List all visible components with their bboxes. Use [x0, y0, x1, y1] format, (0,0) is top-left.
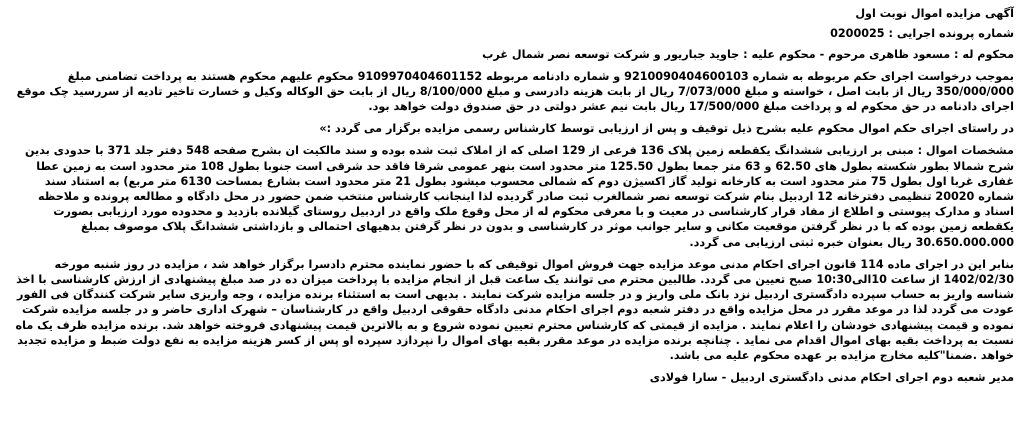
- file-number: شماره پرونده اجرایی : 0200025: [830, 27, 1014, 41]
- parties-line: محکوم له : مسعود ظاهری مرحوم - محکوم علیه : جاوید جباریور و شرکت توسعه نصر شمال غرب: [482, 48, 1014, 62]
- signature-line: مدیر شعبه دوم اجرای احکام مدنی دادگستری اردبیل - سارا فولادی: [649, 371, 1014, 385]
- auction-terms-paragraph: بنابر این در اجرای ماده 114 قانون اجرای احکام مدنی موعد مزایده جهت فروش اموال توقیفی که با حضور نماینده محترم دادسرا برگزار خواهد شد ، مزایده در روز شنبه مورخه 1402/02/30 از ساعت 10الی10:30 صبح تعیین می گردد. طالبین محترم می توانند یک ساعت قبل از انجام مزایده با پرداخت میزان ده در صد مبلغ پیشنهادی از ارزش کارشناسی با اخذ شناسه واریز به حساب سپرده دادگستری اردبیل نزد بانک ملی واریز و در جلسه مزایده شرکت نمایند . بدیهی است به استثناء برنده مزایده ، وجه واریزی سایر شرکت کنندگان فی الفور عودت می گردد لذا در موعد مقرر در محل مزایده واقع در دفتر شعبه دوم اجرای احکام مدنی دادگاه حقوقی اردبیل واقع در کارشناسان – شهرک اداری حاضر و در جلسه مزایده شرکت نموده و قیمت پیشنهادی خودشان را اعلام نمایند . مزایده از قیمتی که کارشناس محترم تعیین نموده شروع و به بالاترین قیمت پیشنهادی فروخته خواهد شد. برنده مزایده ظرف یک ماه نسبت به پرداخت بقیه بهای اموال اقدام می نماید . چنانچه برنده مزایده در موعد مقرر بقیه بهای اموال را نپردازد سپرده او پس از کسر هزینه مزایده به نفع دولت ضبط و مزایده تجدید خواهد .ضمنا"کلیه مخارج مزایده بر عهده محکوم علیه می باشد.: [15, 257, 1014, 363]
- intro-line: در راستای اجرای حکم اموال محکوم علیه بشرح ذیل توقیف و پس از ارزیابی توسط کارشناس رسمی مزایده برگزار می گردد :»: [319, 122, 1014, 136]
- property-specs-paragraph: مشخصات اموال : مبنی بر ارزیابی ششدانگ یکقطعه زمین پلاک 136 فرعی از 129 اصلی که از املاک ثبت شده بوده و سند مالکیت ان بشرح صفحه 548 دفتر جلد 371 با حدودی بدین شرح شمالا بطور شکسته بطول های 62.50 و 63 متر جمعا بطول 125.50 متر محدود است بنهر عمومی شرقا فاقد حد شرقی است جنوبا بطول 108 متر محدود است به زمین عطا غفاری غربا اول بطول 75 متر محدود است به کارخانه تولید گاز اکسیژن دوم که شمالی محسوب میشود بطول 21 متر محدود است بشارع بمساحت 6130 متر مربع) به استناد سند شماره 20020 تنظیمی دفترخانه 12 اردبیل بنام شرکت توسعه نصر شمالغرب ثبت صادر گردیده لذا اینجانب کارشناس منتخب ضمن حضور در محل دادگاه و مطالعه پرونده و ملاحظه اسناد و مدارک پیوستی و اطلاع از مفاد قرار کارشناسی در معیت و با معرفی محکوم له از محل وقوع ملک واقع در اردبیل روستای گیلانده بازدید و محدوده مورد ارزیابی بصورت یکقطعه زمین بوده که با در نظر گرفتن موقعیت مکانی و سایر جوانب موثر در کارشناسی و بدون در نظر گرفتن بدهیهای احتمالی و بازداشتی ششدانگ پلاک موصوف بمبلغ 30.650.000.000 ریال بعنوان خبره ثبتی ارزیابی می گردد.: [24, 144, 1014, 249]
- notice-title: آگهی مزایده اموال نوبت اول: [855, 7, 1014, 20]
- request-paragraph: بموجب درخواست اجرای حکم مربوطه به شماره 9210090404600103 و شماره دادنامه مربوطه 9109970404601152 محکوم علیهم محکوم هستند به پرداخت تضامنی مبلغ 350/000/000 ریال از بابت اصل ، خواسته و مبلغ 7/073/000 ریال از بابت هزینه دادرسی و مبلغ 8/100/000 ریال از بابت حق الوکاله وکیل و خسارت تاخیر تادیه از سررسید چک موقع اجرای دادنامه در حق محکوم له و پرداخت مبلغ 17/500/000 ریال بابت نیم عشر دولتی در حق صندوق دولت خواهد بود.: [16, 69, 1014, 114]
